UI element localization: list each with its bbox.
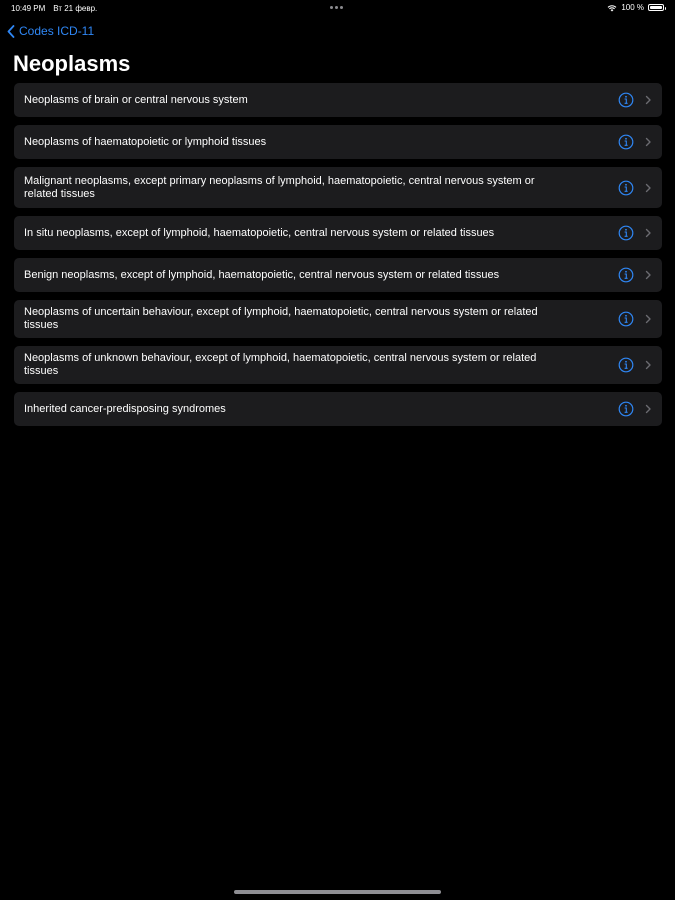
info-circle-icon[interactable]	[618, 92, 634, 108]
status-time: 10:49 PM	[11, 4, 46, 13]
list-item-label: Benign neoplasms, except of lymphoid, haematopoietic, central nervous system or related tissues	[24, 268, 500, 281]
chevron-right-icon	[644, 314, 652, 324]
list-item[interactable]	[14, 216, 662, 250]
status-right	[607, 3, 664, 12]
list-item-label: Neoplasms of brain or central nervous system	[24, 93, 248, 106]
back-button-label: Codes ICD-11	[19, 24, 95, 38]
chevron-right-icon	[644, 95, 652, 105]
multitasking-dots-icon[interactable]	[330, 6, 343, 9]
chevron-right-icon	[644, 228, 652, 238]
list-item[interactable]	[14, 125, 662, 159]
list-item-label: In situ neoplasms, except of lymphoid, haematopoietic, central nervous system or related tissues	[24, 226, 495, 239]
info-circle-icon[interactable]	[618, 225, 634, 241]
info-circle-icon[interactable]	[618, 134, 634, 150]
chevron-right-icon	[644, 404, 652, 414]
info-circle-icon[interactable]	[618, 180, 634, 196]
page-title: Neoplasms	[13, 51, 131, 76]
chevron-left-icon	[7, 25, 15, 38]
list-item[interactable]	[14, 300, 662, 338]
info-circle-icon[interactable]	[618, 357, 634, 373]
list-item-label: Neoplasms of uncertain behaviour, except of lymphoid, haematopoietic, central nervous system or related tissues	[24, 306, 538, 331]
battery-percent: 100 %	[621, 3, 644, 12]
category-list	[14, 83, 662, 434]
status-bar	[0, 0, 675, 16]
list-item[interactable]	[14, 167, 662, 208]
info-circle-icon[interactable]	[618, 401, 634, 417]
info-circle-icon[interactable]	[618, 267, 634, 283]
battery-icon	[648, 4, 664, 11]
list-item[interactable]	[14, 83, 662, 117]
chevron-right-icon	[644, 360, 652, 370]
chevron-right-icon	[644, 270, 652, 280]
home-indicator[interactable]	[234, 890, 441, 894]
back-button[interactable]	[7, 24, 94, 38]
list-item-label: Neoplasms of haematopoietic or lymphoid tissues	[24, 135, 267, 148]
chevron-right-icon	[644, 137, 652, 147]
list-item-label: Inherited cancer-predisposing syndromes	[24, 402, 226, 415]
wifi-icon	[607, 4, 617, 12]
list-item-label: Malignant neoplasms, except primary neoplasms of lymphoid, haematopoietic, central nervous system or related tissues	[24, 174, 535, 200]
list-item[interactable]	[14, 258, 662, 292]
list-item-label: Neoplasms of unknown behaviour, except of lymphoid, haematopoietic, central nervous system or related tissues	[24, 352, 537, 377]
chevron-right-icon	[644, 183, 652, 193]
info-circle-icon[interactable]	[618, 311, 634, 327]
status-date: Вт 21 февр.	[53, 4, 98, 13]
status-left	[11, 4, 97, 13]
list-item[interactable]	[14, 392, 662, 426]
list-item[interactable]	[14, 346, 662, 384]
